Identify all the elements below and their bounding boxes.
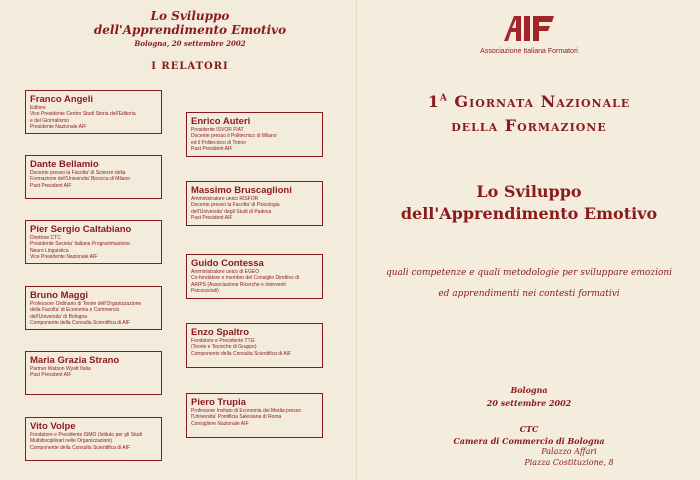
speaker-role-line: Past President AIF bbox=[30, 372, 72, 379]
speaker-role-line: Multidisciplinari nelle Organizzazioni) bbox=[30, 438, 112, 445]
speaker-card bbox=[186, 112, 323, 157]
speaker-role-line: e del Giornalismo bbox=[30, 117, 69, 124]
speaker-role-line: Partner Watson Wyatt Italia bbox=[30, 366, 91, 372]
speaker-card bbox=[186, 393, 323, 438]
main-title-line1: Lo Sviluppo bbox=[476, 182, 582, 201]
speaker-role-line: Professore Ordinario di Teorie dell'Organizzazione bbox=[30, 301, 142, 307]
speaker-name: Enrico Auteri bbox=[191, 116, 251, 127]
speaker-role-line: Amministratore unico RISFOR bbox=[191, 196, 259, 202]
speaker-name: Dante Bellamio bbox=[30, 159, 99, 170]
speaker-card bbox=[186, 254, 323, 299]
speaker-role-line: Amministratore unico di EGEO bbox=[191, 269, 260, 275]
speaker-role-line: Past President AIF bbox=[191, 215, 233, 222]
speaker-role-line: ed il Politecnico di Torino bbox=[191, 139, 246, 146]
speaker-card bbox=[25, 351, 162, 395]
speaker-role-line: dell'Universita' degli Studi di Padova bbox=[191, 208, 272, 215]
speaker-role-line: Componente della Consulta Scientifica di AIF bbox=[30, 320, 131, 327]
speaker-role-line: ARIPS (Associazione Ricerche e Interventi bbox=[191, 281, 286, 288]
speaker-name: Piero Trupia bbox=[191, 397, 246, 408]
speaker-name: Franco Angeli bbox=[30, 94, 93, 105]
speaker-card bbox=[25, 220, 162, 264]
speaker-role-line: Docente presso la Facolta' di Psicologia bbox=[191, 202, 280, 209]
speaker-role-line: Past President AIF bbox=[30, 182, 72, 189]
speaker-role-line: Fondatore e Presidente TTG bbox=[191, 338, 255, 344]
speaker-role-line: Co-fondatore e membro del Consiglio Direttivo di bbox=[191, 275, 300, 282]
left-title-line2: dell'Apprendimento Emotivo bbox=[93, 23, 287, 37]
aif-logo-icon bbox=[502, 14, 556, 42]
speaker-name: Vito Volpe bbox=[30, 421, 76, 432]
event-title-rest: Giornata Nazionale bbox=[454, 92, 631, 111]
aif-logo bbox=[358, 14, 700, 46]
venue-line-1: CTC bbox=[519, 424, 539, 434]
speaker-card bbox=[186, 181, 323, 226]
subtitle-line2: ed apprendimenti nei contesti formativi bbox=[438, 289, 620, 299]
event-date: 20 settembre 2002 bbox=[486, 398, 572, 408]
speaker-role-line: Consigliere Nazionale AIF bbox=[191, 420, 249, 427]
speaker-name: Guido Contessa bbox=[191, 258, 264, 269]
speaker-role-line: Editore bbox=[30, 105, 46, 111]
speaker-role-line: Presidente ISVOR FIAT bbox=[191, 127, 244, 133]
speaker-name: Bruno Maggi bbox=[30, 290, 89, 301]
speaker-role-line: Presidente Nazionale AIF bbox=[30, 124, 87, 131]
right-page bbox=[358, 0, 700, 480]
speaker-name: Enzo Spaltro bbox=[191, 327, 250, 338]
left-title-line1: Lo Sviluppo bbox=[150, 9, 230, 23]
venue-line-2: Camera di Commercio di Bologna bbox=[453, 436, 605, 446]
venue-line-3: Palazzo Affari bbox=[541, 447, 597, 456]
speaker-card bbox=[25, 155, 162, 199]
left-date: Bologna, 20 settembre 2002 bbox=[134, 39, 246, 48]
speaker-role-line: Vice Presidente Nazionale AIF bbox=[30, 254, 98, 261]
speaker-card bbox=[25, 286, 162, 330]
speaker-role-line: l'Universita' Pontificia Salesiana di Roma bbox=[191, 414, 282, 421]
speaker-role-line: Componente della Consulta Scientifica di AIF bbox=[30, 444, 131, 451]
section-heading: I RELATORI bbox=[151, 61, 229, 72]
speaker-role-line: dell'Universita' di Bologna bbox=[30, 313, 87, 320]
speaker-role-line: Docente presso il Politecnico di Milano bbox=[191, 133, 277, 140]
speaker-name: Maria Grazia Strano bbox=[30, 355, 120, 366]
speaker-card bbox=[25, 90, 162, 134]
speaker-role-line: Psicosociali) bbox=[191, 288, 219, 295]
speaker-role-line: Componente della Consulta Scientifica di AIF bbox=[191, 350, 292, 357]
speaker-card bbox=[186, 323, 323, 368]
speaker-card bbox=[25, 417, 162, 461]
edition-superscript: A bbox=[439, 93, 448, 104]
speaker-role-line: Formazione dell'Universita' Bicocca di Milano bbox=[30, 176, 131, 183]
speaker-role-line: Professore Invitato di Economia dei Media presso bbox=[191, 408, 302, 414]
speaker-role-line: Fondatore e Presidente ISMO (Istituto per gli Studi bbox=[30, 432, 142, 438]
event-city: Bologna bbox=[510, 385, 548, 395]
speaker-role-line: Past President AIF bbox=[191, 146, 233, 153]
speaker-name: Pier Sergio Caltabiano bbox=[30, 224, 132, 235]
venue-line-4: Piazza Costituzione, 8 bbox=[524, 458, 614, 467]
association-name: Associazione Italiana Formatori bbox=[480, 48, 578, 55]
speaker-name: Massimo Bruscaglioni bbox=[191, 185, 292, 196]
speaker-role-line: Direttore CTC bbox=[30, 235, 61, 241]
speaker-role-line: Docente presso la Facolta' di Scienze della bbox=[30, 170, 126, 176]
edition-number: 1 bbox=[427, 92, 440, 111]
speaker-role-line: Neuro Linguistica bbox=[30, 247, 69, 254]
speaker-role-line: (Teorie e Tecniche di Gruppo) bbox=[191, 344, 257, 351]
event-title-line2: della Formazione bbox=[451, 116, 607, 135]
speaker-role-line: Presidente Societa' Italiana Programmazione bbox=[30, 241, 130, 248]
speaker-role-line: della Facolta' di Economia e Commercio bbox=[30, 307, 120, 314]
subtitle-line1: quali competenze e quali metodologie per sviluppare emozioni bbox=[385, 268, 673, 278]
speaker-role-line: Vice Presidente Centro Studi Storia dell'Editoria bbox=[30, 111, 136, 118]
event-title-line1 bbox=[358, 92, 700, 111]
main-title-line2: dell'Apprendimento Emotivo bbox=[400, 204, 658, 223]
